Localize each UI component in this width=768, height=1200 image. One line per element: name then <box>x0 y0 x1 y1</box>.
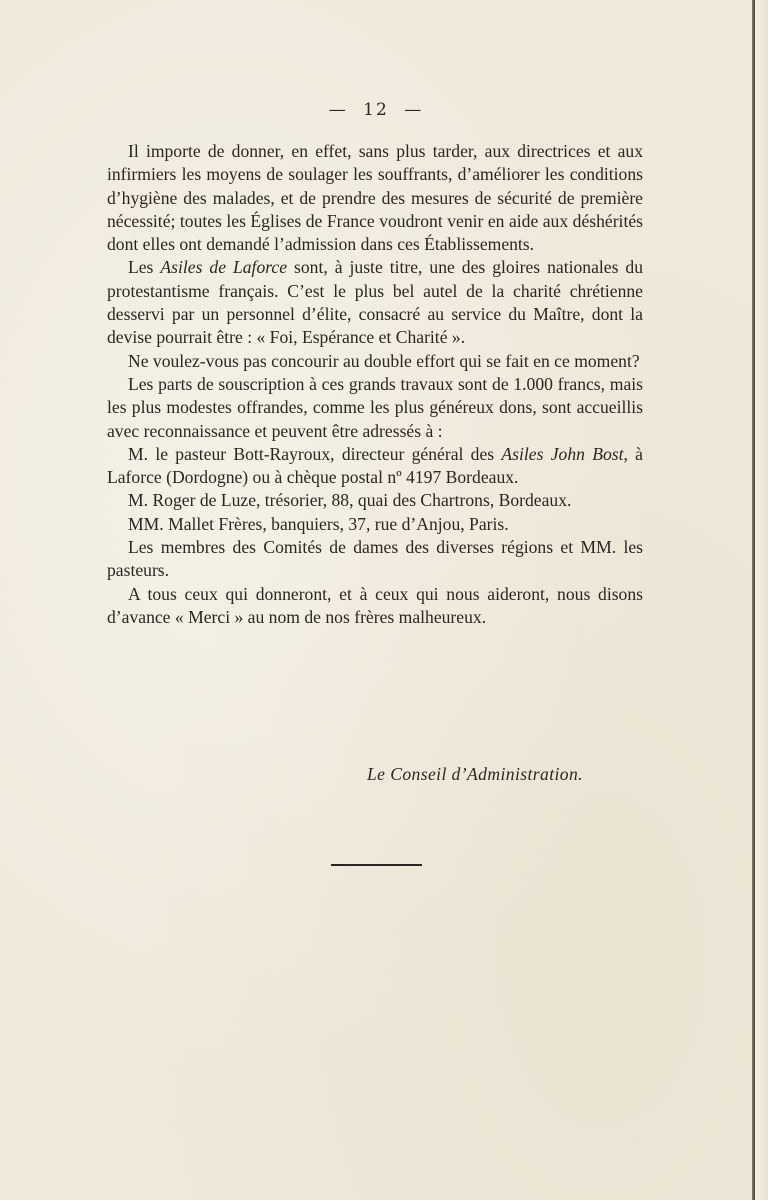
page-number: — 12 — <box>328 100 424 120</box>
next-page-edge <box>755 0 768 1200</box>
paragraph: Il importe de donner, en effet, sans plus tarder, aux directrices et aux infirmiers les moyens de soulager les souffrants, d’améliorer les conditions d’hygiène des malades, et de prendre des mesures de sécurité de première nécessité; toutes les Églises de France voudront venir en aide aux déshérités dont elles ont demandé l’admission dans ces Établissements. <box>107 141 643 255</box>
italic-title: Asiles John Bost <box>501 443 624 464</box>
paragraph: M. Roger de Luze, trésorier, 88, quai des Chartrons, Bordeaux. <box>128 490 572 511</box>
paragraph: A tous ceux qui donneront, et à ceux qui nous aideront, nous disons d’avance « Merci » au nom de nos frères malheureux. <box>107 583 643 627</box>
paragraph: Ne voulez-vous pas concourir au double effort qui se fait en ce moment? <box>128 350 640 371</box>
paragraph: M. le pasteur Bott-Rayroux, directeur général des Asiles John Bost, à Laforce (Dordogne) ou à chèque postal nº 4197 Bordeaux. <box>107 443 643 488</box>
signature: Le Conseil d’Administration. <box>367 764 583 784</box>
paragraph: Les parts de souscription à ces grands travaux sont de 1.000 francs, mais les plus modestes offrandes, comme les plus généreux dons, sont accueillis avec reconnaissance et peuvent être adressés à : <box>107 373 643 441</box>
body-text <box>107 140 643 629</box>
italic-title: Asiles de Laforce <box>160 257 288 278</box>
end-rule-divider <box>331 864 422 866</box>
paragraph: Les membres des Comités de dames des diverses régions et MM. les pasteurs. <box>107 537 643 581</box>
paragraph: Les Asiles de Laforce sont, à juste titre, une des gloires nationales du protestantisme français. C’est le plus bel autel de la charité chrétienne desservi par un personnel d’élite, consacré au service du Maître, dont la devise pourrait être : « Foi, Espérance et Charité ». <box>107 257 643 348</box>
paragraph: MM. Mallet Frères, banquiers, 37, rue d’Anjou, Paris. <box>128 513 509 534</box>
